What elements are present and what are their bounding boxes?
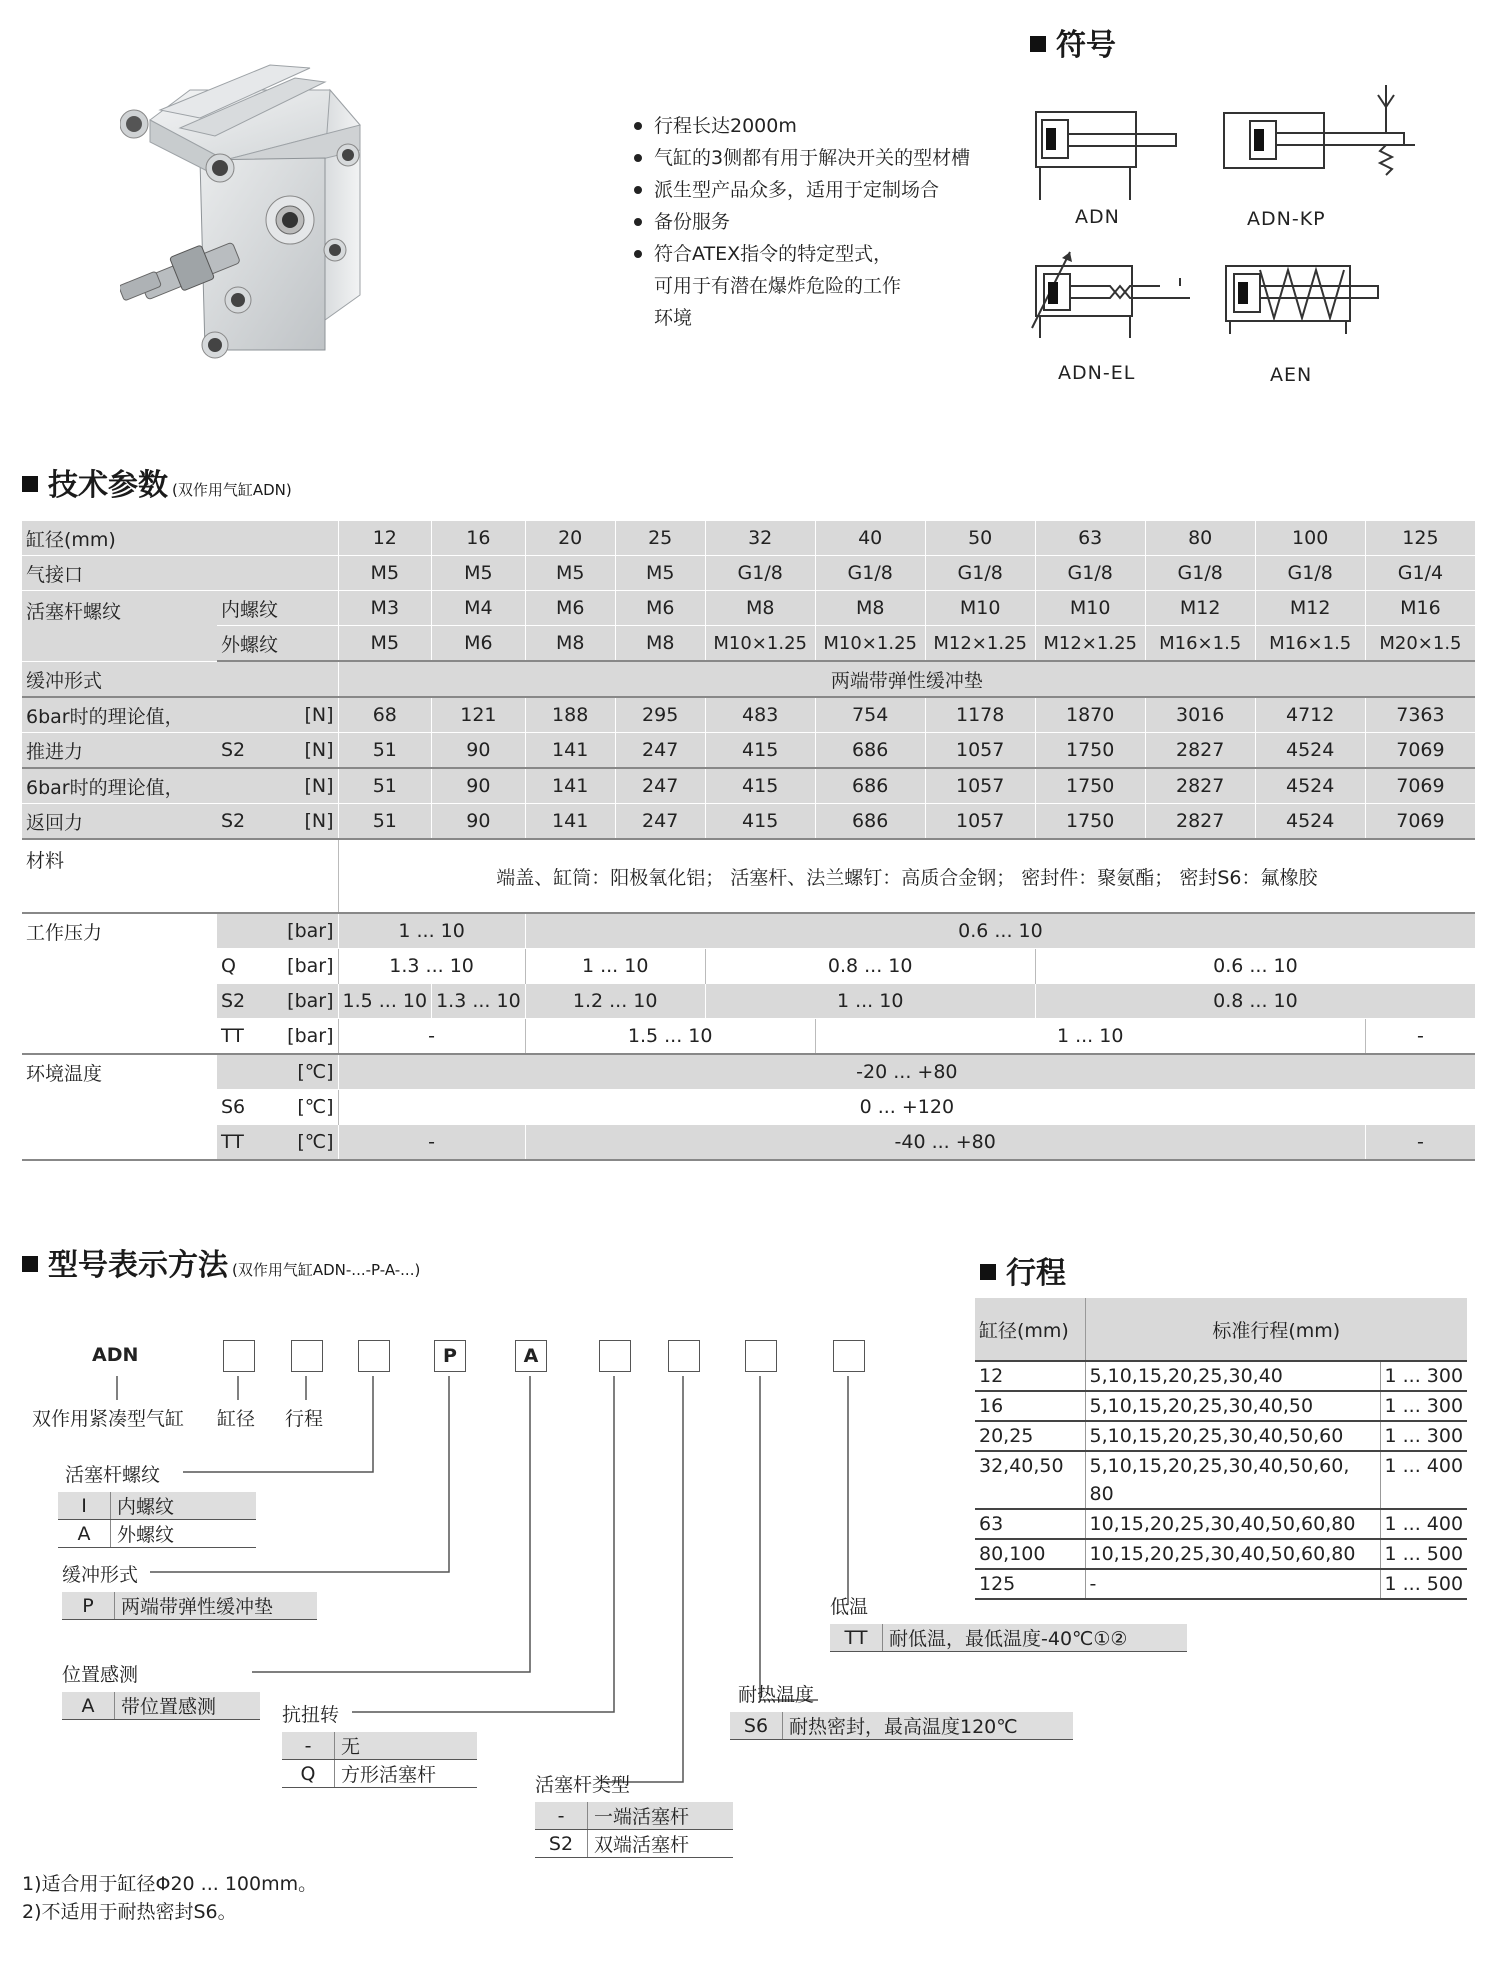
table-cell: M3 — [338, 591, 432, 626]
table-cell: 7069 — [1365, 768, 1475, 804]
feature-item: 备份服务 — [632, 206, 970, 238]
thread-title: 活塞杆螺纹 — [65, 1464, 161, 1486]
table-cell: 环境温度 — [22, 1054, 217, 1090]
table-cell: 材料 — [22, 839, 338, 913]
row-cushion — [22, 661, 1475, 697]
heading-square-icon — [22, 1256, 38, 1272]
table-cell: 51 — [338, 804, 432, 840]
rod-type-title: 活塞杆类型 — [535, 1774, 631, 1796]
table-cell: 两端带弹性缓冲垫 — [115, 1592, 318, 1620]
table-cell: 1.5 ... 10 — [525, 1019, 815, 1055]
table-cell: 1.2 ... 10 — [525, 984, 705, 1019]
table-cell: I — [58, 1492, 111, 1520]
feature-item: 派生型产品众多，适用于定制场合 — [632, 174, 970, 206]
table-cell: [℃] — [272, 1125, 338, 1161]
table-cell: 6bar时的理论值， — [22, 697, 217, 733]
table-cell: M8 — [615, 626, 705, 662]
table-cell: M12 — [1145, 591, 1255, 626]
table-cell: [N] — [272, 697, 338, 733]
table-cell: 80 — [1085, 1480, 1380, 1509]
table-cell: 无 — [335, 1732, 478, 1760]
table-cell: 外螺纹 — [217, 626, 338, 662]
table-cell: M10 — [925, 591, 1035, 626]
footnote: 1)适合用于缸径Φ20 ... 100mm。 — [22, 1873, 318, 1895]
table-cell — [22, 1125, 217, 1161]
table-cell: 耐低温，最低温度-40℃①② — [883, 1624, 1188, 1652]
stroke-header-row — [975, 1298, 1467, 1361]
table-cell: 0.6 ... 10 — [1035, 949, 1475, 984]
table-cell: 50 — [925, 521, 1035, 556]
table-cell: 1 ... 10 — [815, 1019, 1365, 1055]
row-pressure — [22, 913, 1475, 949]
table-cell: 90 — [432, 804, 526, 840]
code-box-rotation — [599, 1340, 631, 1372]
table-cell: Q — [217, 949, 272, 984]
table-cell: [℃] — [272, 1054, 338, 1090]
row-outer-thread — [22, 626, 1475, 662]
table-cell: [bar] — [272, 913, 338, 949]
table-cell — [22, 984, 217, 1019]
table-cell: 4524 — [1255, 733, 1365, 769]
table-cell: 一端活塞杆 — [588, 1802, 734, 1830]
rod-type-options — [535, 1802, 733, 1858]
table-cell: 90 — [432, 733, 526, 769]
table-cell: 415 — [705, 733, 815, 769]
table-cell: 80 — [1145, 521, 1255, 556]
table-cell: 1 ... 10 — [338, 913, 525, 949]
table-cell: M12×1.25 — [1035, 626, 1145, 662]
table-cell: 1 ... 10 — [525, 949, 705, 984]
symbol-adn-icon — [1030, 108, 1180, 203]
table-cell: 68 — [338, 697, 432, 733]
table-cell: 1057 — [925, 804, 1035, 840]
tech-params-table — [22, 520, 1475, 1161]
table-cell: TT — [830, 1624, 883, 1652]
cushion-options — [62, 1592, 317, 1620]
table-cell: M12×1.25 — [925, 626, 1035, 662]
table-cell: [N] — [272, 768, 338, 804]
feature-item: 气缸的3侧都有用于解决开关的型材槽 — [632, 142, 970, 174]
table-cell: [bar] — [272, 1019, 338, 1055]
table-cell: 16 — [432, 521, 526, 556]
table-cell: 51 — [338, 768, 432, 804]
row-advance-s2 — [22, 733, 1475, 769]
table-cell — [217, 697, 272, 733]
table-cell — [217, 768, 272, 804]
feature-item-continued: 可用于有潜在爆炸危险的工作 — [654, 275, 902, 297]
table-cell: 247 — [615, 768, 705, 804]
table-cell: P — [62, 1592, 115, 1620]
table-cell: M5 — [432, 556, 526, 591]
rotation-title: 抗扭转 — [282, 1704, 340, 1726]
table-row — [535, 1802, 733, 1830]
table-row — [830, 1624, 1187, 1652]
table-cell: 141 — [525, 804, 615, 840]
table-cell: M6 — [432, 626, 526, 662]
code-box-heat — [745, 1340, 777, 1372]
table-cell: 6bar时的理论值， — [22, 768, 217, 804]
table-cell: 内螺纹 — [217, 591, 338, 626]
feature-item-continued: 环境 — [654, 307, 693, 329]
table-cell: 10,15,20,25,30,40,50,60,80 — [1085, 1509, 1380, 1539]
table-cell: 63 — [975, 1509, 1085, 1539]
table-cell: 100 — [1255, 521, 1365, 556]
table-cell: 1.3 ... 10 — [432, 984, 526, 1019]
table-cell — [217, 913, 272, 949]
table-cell: TT — [217, 1125, 272, 1161]
symbol-label: AEN — [1270, 364, 1313, 386]
code-box-rod — [668, 1340, 700, 1372]
table-cell: 125 — [1365, 521, 1475, 556]
table-row — [282, 1760, 477, 1788]
stroke-row — [975, 1361, 1467, 1391]
desc-type: 双作用紧凑型气缸 — [32, 1408, 185, 1430]
table-cell: 0.6 ... 10 — [525, 913, 1475, 949]
table-cell: 686 — [815, 804, 925, 840]
table-cell: 125 — [975, 1569, 1085, 1599]
order-code-heading: 型号表示方法 (双作用气缸ADN-...-P-A-...) — [22, 1240, 420, 1284]
table-cell: M20×1.5 — [1365, 626, 1475, 662]
table-cell: 方形活塞杆 — [335, 1760, 478, 1788]
table-cell: 5,10,15,20,25,30,40 — [1085, 1361, 1380, 1391]
table-cell: M6 — [615, 591, 705, 626]
table-cell: 1870 — [1035, 697, 1145, 733]
table-cell: -40 ... +80 — [525, 1125, 1365, 1161]
table-cell: 气接口 — [22, 556, 338, 591]
row-temp-tt — [22, 1125, 1475, 1161]
table-cell: 缓冲形式 — [22, 661, 338, 697]
table-cell: M10×1.25 — [815, 626, 925, 662]
desc-bore: 缸径 — [217, 1408, 256, 1430]
table-cell: 两端带弹性缓冲垫 — [338, 661, 1475, 697]
stroke-heading: 行程 — [980, 1248, 1066, 1292]
table-cell: 缸径(mm) — [975, 1298, 1085, 1361]
table-cell: 20,25 — [975, 1421, 1085, 1451]
table-cell: 带位置感测 — [115, 1692, 261, 1720]
table-cell: - — [1365, 1125, 1475, 1161]
row-pressure-s2 — [22, 984, 1475, 1019]
table-cell: [bar] — [272, 949, 338, 984]
table-cell: 686 — [815, 768, 925, 804]
table-cell: 标准行程(mm) — [1085, 1298, 1467, 1361]
table-cell: M5 — [338, 556, 432, 591]
table-cell: 2827 — [1145, 768, 1255, 804]
table-cell: 4712 — [1255, 697, 1365, 733]
table-cell: 10,15,20,25,30,40,50,60,80 — [1085, 1539, 1380, 1569]
code-box-thread — [358, 1340, 390, 1372]
table-cell: 7363 — [1365, 697, 1475, 733]
table-cell: 754 — [815, 697, 925, 733]
table-cell: M16×1.5 — [1255, 626, 1365, 662]
table-cell: - — [535, 1802, 588, 1830]
symbol-aen-icon — [1222, 262, 1382, 337]
table-cell: S6 — [730, 1712, 783, 1740]
tech-params-heading: 技术参数 (双作用气缸ADN) — [22, 460, 292, 504]
table-cell: G1/8 — [1145, 556, 1255, 591]
heading-square-icon — [22, 476, 38, 492]
table-cell: 1 ... 500 — [1380, 1569, 1467, 1599]
table-cell: 32,40,50 — [979, 1455, 1064, 1477]
table-cell: M8 — [705, 591, 815, 626]
table-cell: -20 ... +80 — [338, 1054, 1475, 1090]
table-cell — [217, 1054, 272, 1090]
table-row — [62, 1592, 317, 1620]
table-cell: 1057 — [925, 733, 1035, 769]
symbol-label: ADN-EL — [1058, 362, 1136, 384]
table-cell — [975, 1480, 1085, 1509]
sensing-title: 位置感测 — [62, 1664, 139, 1686]
symbol-label: ADN-KP — [1247, 208, 1326, 230]
table-cell: 1.5 ... 10 — [338, 984, 432, 1019]
table-cell: 12 — [975, 1361, 1085, 1391]
stroke-row — [975, 1391, 1467, 1421]
table-cell: G1/8 — [815, 556, 925, 591]
stroke-row — [975, 1539, 1467, 1569]
table-cell: S2 — [217, 733, 272, 769]
table-cell: [N] — [272, 804, 338, 840]
heading-square-icon — [1030, 36, 1046, 52]
cylinder-product-image — [120, 50, 460, 390]
heat-title: 耐热温度 — [738, 1684, 815, 1706]
table-cell: - — [338, 1125, 525, 1161]
cushion-title: 缓冲形式 — [62, 1564, 139, 1586]
table-cell: M10×1.25 — [705, 626, 815, 662]
thread-options — [58, 1492, 256, 1548]
table-cell: M6 — [525, 591, 615, 626]
table-cell: 415 — [705, 804, 815, 840]
stroke-row — [975, 1421, 1467, 1451]
table-row — [62, 1692, 260, 1720]
table-cell: S2 — [535, 1830, 588, 1858]
table-cell: 121 — [432, 697, 526, 733]
code-box-bore — [223, 1340, 255, 1372]
heading-square-icon — [980, 1264, 996, 1280]
table-cell: - — [338, 1019, 525, 1055]
heat-options — [730, 1712, 1073, 1740]
table-cell: 90 — [432, 768, 526, 804]
feature-item: 符合ATEX指令的特定型式， — [632, 238, 970, 270]
table-cell: 0 ... +120 — [338, 1090, 1475, 1125]
table-cell: M8 — [525, 626, 615, 662]
table-cell: TT — [217, 1019, 272, 1055]
table-cell: 1 ... 300 — [1380, 1421, 1467, 1451]
table-cell: 7069 — [1365, 804, 1475, 840]
table-cell: 内螺纹 — [111, 1492, 257, 1520]
table-cell: 25 — [615, 521, 705, 556]
stroke-row — [975, 1451, 1467, 1480]
table-row — [535, 1830, 733, 1858]
table-cell: 1750 — [1035, 768, 1145, 804]
code-box-sensing: A — [515, 1340, 547, 1372]
table-cell: 5,10,15,20,25,30,40,50,60, — [1085, 1451, 1380, 1480]
table-cell: M16×1.5 — [1145, 626, 1255, 662]
table-cell: G1/8 — [1035, 556, 1145, 591]
table-cell — [22, 1019, 217, 1055]
table-cell: 686 — [815, 733, 925, 769]
table-cell: 缸径(mm) — [22, 521, 338, 556]
table-row — [282, 1732, 477, 1760]
table-cell: 7069 — [1365, 733, 1475, 769]
row-port — [22, 556, 1475, 591]
table-cell: 1750 — [1035, 733, 1145, 769]
table-cell — [22, 1090, 217, 1125]
table-cell: 188 — [525, 697, 615, 733]
table-cell: Q — [282, 1760, 335, 1788]
row-material — [22, 839, 1475, 913]
row-inner-thread — [22, 591, 1475, 626]
table-cell: 活塞杆螺纹 — [22, 591, 217, 662]
row-pressure-tt — [22, 1019, 1475, 1055]
table-cell: 415 — [705, 768, 815, 804]
rotation-options — [282, 1732, 477, 1788]
table-cell: M16 — [1365, 591, 1475, 626]
stroke-table — [975, 1298, 1467, 1600]
table-cell: 2827 — [1145, 733, 1255, 769]
table-cell: A — [62, 1692, 115, 1720]
table-cell: M5 — [615, 556, 705, 591]
table-cell: M12 — [1255, 591, 1365, 626]
table-cell: M4 — [432, 591, 526, 626]
table-cell: 耐热密封，最高温度120℃ — [783, 1712, 1074, 1740]
table-cell: 16 — [975, 1391, 1085, 1421]
symbol-adn-el-icon — [1030, 250, 1220, 340]
table-cell: M8 — [815, 591, 925, 626]
table-cell: 20 — [525, 521, 615, 556]
table-cell: 1750 — [1035, 804, 1145, 840]
table-cell: 51 — [338, 733, 432, 769]
desc-stroke: 行程 — [285, 1408, 324, 1430]
table-cell: 32 — [705, 521, 815, 556]
table-cell: S2 — [217, 984, 272, 1019]
table-cell: - — [1085, 1569, 1380, 1599]
order-adn-label: ADN — [92, 1344, 139, 1366]
table-cell: [℃] — [272, 1090, 338, 1125]
table-cell: M10 — [1035, 591, 1145, 626]
table-cell: 工作压力 — [22, 913, 217, 949]
table-cell: 63 — [1035, 521, 1145, 556]
table-cell: M5 — [525, 556, 615, 591]
table-row — [730, 1712, 1073, 1740]
table-cell: 1 ... 300 — [1380, 1361, 1467, 1391]
table-cell: 4524 — [1255, 768, 1365, 804]
sensing-options — [62, 1692, 260, 1720]
table-cell: 2827 — [1145, 804, 1255, 840]
table-cell: 1 ... 300 — [1380, 1391, 1467, 1421]
table-row — [58, 1520, 256, 1548]
table-cell: S6 — [217, 1090, 272, 1125]
table-cell: 295 — [615, 697, 705, 733]
low-temp-options — [830, 1624, 1187, 1652]
table-cell: 40 — [815, 521, 925, 556]
table-cell: M5 — [338, 626, 432, 662]
table-cell: 端盖、缸筒：阳极氧化铝； 活塞杆、法兰螺钉：高质合金钢； 密封件：聚氨酯； 密封S6：氟橡胶 — [338, 839, 1475, 913]
table-cell: G1/8 — [925, 556, 1035, 591]
row-return — [22, 768, 1475, 804]
table-cell: 12 — [338, 521, 432, 556]
table-cell: 返回力 — [22, 804, 217, 840]
row-temp — [22, 1054, 1475, 1090]
table-cell: 247 — [615, 804, 705, 840]
symbols-heading: 符号 — [1030, 20, 1116, 64]
table-cell: 0.8 ... 10 — [705, 949, 1035, 984]
code-box-low-temp — [833, 1340, 865, 1372]
row-advance — [22, 697, 1475, 733]
code-box-stroke — [291, 1340, 323, 1372]
table-cell: G1/8 — [1255, 556, 1365, 591]
table-cell: S2 — [217, 804, 272, 840]
table-cell: 247 — [615, 733, 705, 769]
symbol-label: ADN — [1075, 206, 1120, 228]
table-cell: 1178 — [925, 697, 1035, 733]
feature-item: 行程长达2000m — [632, 110, 970, 142]
table-cell: G1/8 — [705, 556, 815, 591]
symbol-adn-kp-icon — [1220, 85, 1415, 195]
stroke-row-continued — [975, 1480, 1467, 1509]
table-cell: 141 — [525, 768, 615, 804]
table-cell: 推进力 — [22, 733, 217, 769]
table-cell: 1.3 ... 10 — [338, 949, 525, 984]
table-cell: 1 ... 400 — [1380, 1509, 1467, 1539]
feature-list — [632, 110, 970, 334]
table-cell — [22, 949, 217, 984]
table-cell: 1 ... 500 — [1380, 1539, 1467, 1569]
table-cell: G1/4 — [1365, 556, 1475, 591]
table-cell: 双端活塞杆 — [588, 1830, 734, 1858]
footnote: 2)不适用于耐热密封S6。 — [22, 1901, 237, 1923]
table-cell: A — [58, 1520, 111, 1548]
table-cell: 3016 — [1145, 697, 1255, 733]
table-cell: [N] — [272, 733, 338, 769]
table-cell: 5,10,15,20,25,30,40,50,60 — [1085, 1421, 1380, 1451]
table-cell: 483 — [705, 697, 815, 733]
table-row — [58, 1492, 256, 1520]
stroke-row — [975, 1569, 1467, 1599]
table-cell: 4524 — [1255, 804, 1365, 840]
stroke-row — [975, 1509, 1467, 1539]
table-cell: - — [282, 1732, 335, 1760]
table-cell: 80,100 — [975, 1539, 1085, 1569]
row-return-s2 — [22, 804, 1475, 840]
row-temp-s6 — [22, 1090, 1475, 1125]
table-cell: - — [1365, 1019, 1475, 1055]
low-temp-title: 低温 — [830, 1596, 869, 1618]
table-cell: 0.8 ... 10 — [1035, 984, 1475, 1019]
table-cell: 1057 — [925, 768, 1035, 804]
row-pressure-q — [22, 949, 1475, 984]
table-cell: 141 — [525, 733, 615, 769]
table-cell — [1380, 1480, 1467, 1509]
table-cell: 1 ... 10 — [705, 984, 1035, 1019]
table-cell: [bar] — [272, 984, 338, 1019]
table-cell: 1 ... 400 — [1380, 1451, 1467, 1480]
table-cell: 5,10,15,20,25,30,40,50 — [1085, 1391, 1380, 1421]
row-bore — [22, 521, 1475, 556]
table-cell: 外螺纹 — [111, 1520, 257, 1548]
code-box-cushion: P — [434, 1340, 466, 1372]
